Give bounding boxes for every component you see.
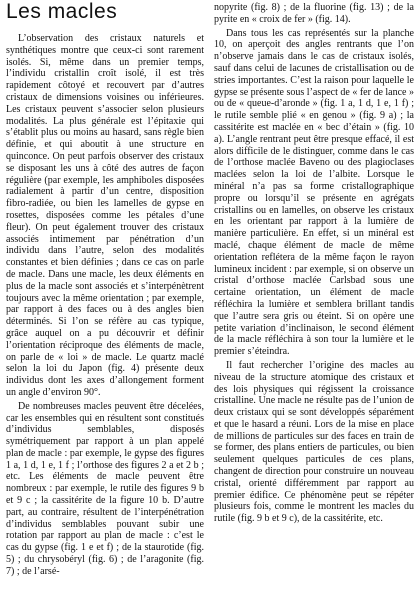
right-column — [214, 2, 414, 525]
paragraph: Il faut rechercher l’origine des macles au niveau de la structure atomique des cristaux et des lois physiques qui régissent la croissance cristalline. Une macle ne résulte pas de l’union de deux cristaux qui se sont développés séparément et que le hasard a réuni. Lors de la mise en place de millions de particules sur des faces en train de se former, des plans entiers de particules, ou bien seulement quelques particules de ces plans, changent de direction pour construire un nouveau cristal, orienté différemment par rapport au premier édifice. Ce phénomène peut se répéter plusieurs fois, comme le montrent les macles du rutile (fig. 9 b et 9 c), de la cassitérite, etc. — [214, 359, 414, 525]
left-column — [6, 33, 204, 578]
paragraph: Dans tous les cas représentés sur la planche 10, on aperçoit des angles rentrants que l’on n’observe jamais dans le cas de cristaux isolés, sauf dans celui de lacunes de cristallisation ou de stries importantes. C’est la raison pour laquelle le gypse se présente sous l’aspect de « fer de lance » ou de « queue-d’aronde » (fig. 1 a, 1 d, 1 e, 1 f) ; le rutile semble plié « en genou » (fig. 9 a) ; la cassitérite est maclée en « bec d’étain » (fig. 10 a). L’angle rentrant peut être presque effacé, il est alors difficile de le distinguer, comme dans le cas de l’orthose maclée Baveno ou des plagioclases maclées selon la loi de l’albite. Lorsque le minéral n’a pas sa forme cristallographique propre ou lorsqu’il se présente en agrégats cristallins ou en lamelles, on observe les cristaux en les orientant par rapport à la lumière de manière particulière. En effet, si un minéral est maclé, chaque élément de macle de même orientation reflétera de la même façon le rayon lumineux incident : par exemple, si on observe un cristal d’orthose maclée Carlsbad sous une certaine orientation, un élément de macle réfléchira la lumière et semblera brillant tandis que l’autre sera gris ou éteint. Si on opère une petite variation d’inclinaison, le second élément de la macle réfléchira à son tour la lumière et le premier s’éteindra. — [214, 27, 414, 358]
paragraph: De nombreuses macles peuvent être décelées, car les ensembles qui en résultent sont constitués d’individus semblables, disposés symétriquement par rapport à un plan appelé plan de macle : par exemple, le gypse des figures 1 a, 1 d, 1 e, 1 f ; l’orthose des figures 2 a et 2 b ; etc. Les éléments de macle peuvent être nombreux : par exemple, le rutile des figures 9 b et 9 c ; la cassitérite de la figure 10 b. D’autre part, au contraire, résultent de l’interpénétration d’individus semblables pouvant subir une rotation par rapport au plan de macle : c’est le cas du gypse (fig. 1 e et f) ; de la staurotide (fig. 5) ; du chrysobéryl (fig. 6) ; de l’aragonite (fig. 7) ; de l’arsé- — [6, 400, 204, 577]
page-title: Les macles — [6, 0, 118, 23]
paragraph: L’observation des cristaux naturels et synthétiques montre que ceux-ci sont rarement isolés. Si, même dans un premier temps, l’individu cristallin croît isolé, il est très rapidement côtoyé et recouvert par d’autres cristaux de dimensions voisines ou inférieures. Les cristaux peuvent s’associer selon plusieurs modalités. La plus générale est l’épitaxie qui s’établit plus ou moins au hasard, sans règle bien définie, et qui aboutit à une structure en quinconce. On peut parfois observer des cristaux se disposant les uns à côté des autres de façon régulière (par exemple, les amphiboles disposées radialement à partir d’un centre, disposition fibro-radiée, ou bien les lamelles de gypse en rosettes, disposées comme les pétales d’une fleur). On peut également trouver des cristaux associés intimement par pénétration d’un individu dans l’autre, selon des modalités constantes et bien définies ; dans ce cas on parle de macle. Dans une macle, les deux éléments en plus de la macle sont associés et s’interpénètrent toujours avec la même orientation ; par exemple, par rapport à des faces ou à des angles bien déterminés. Si l’on se réfère au cas typique, grâce auquel on a pu découvrir et définir l’orientation réciproque des éléments de macle, on parle de « loi » de macle. Le quartz maclé selon la loi du Japon (fig. 4) présente deux individus dont les axes d’allongement forment un angle d’environ 90°. — [6, 33, 204, 398]
paragraph: nopyrite (fig. 8) ; de la fluorine (fig. 13) ; de la pyrite en « croix de fer » (fig. 14). — [214, 2, 414, 25]
